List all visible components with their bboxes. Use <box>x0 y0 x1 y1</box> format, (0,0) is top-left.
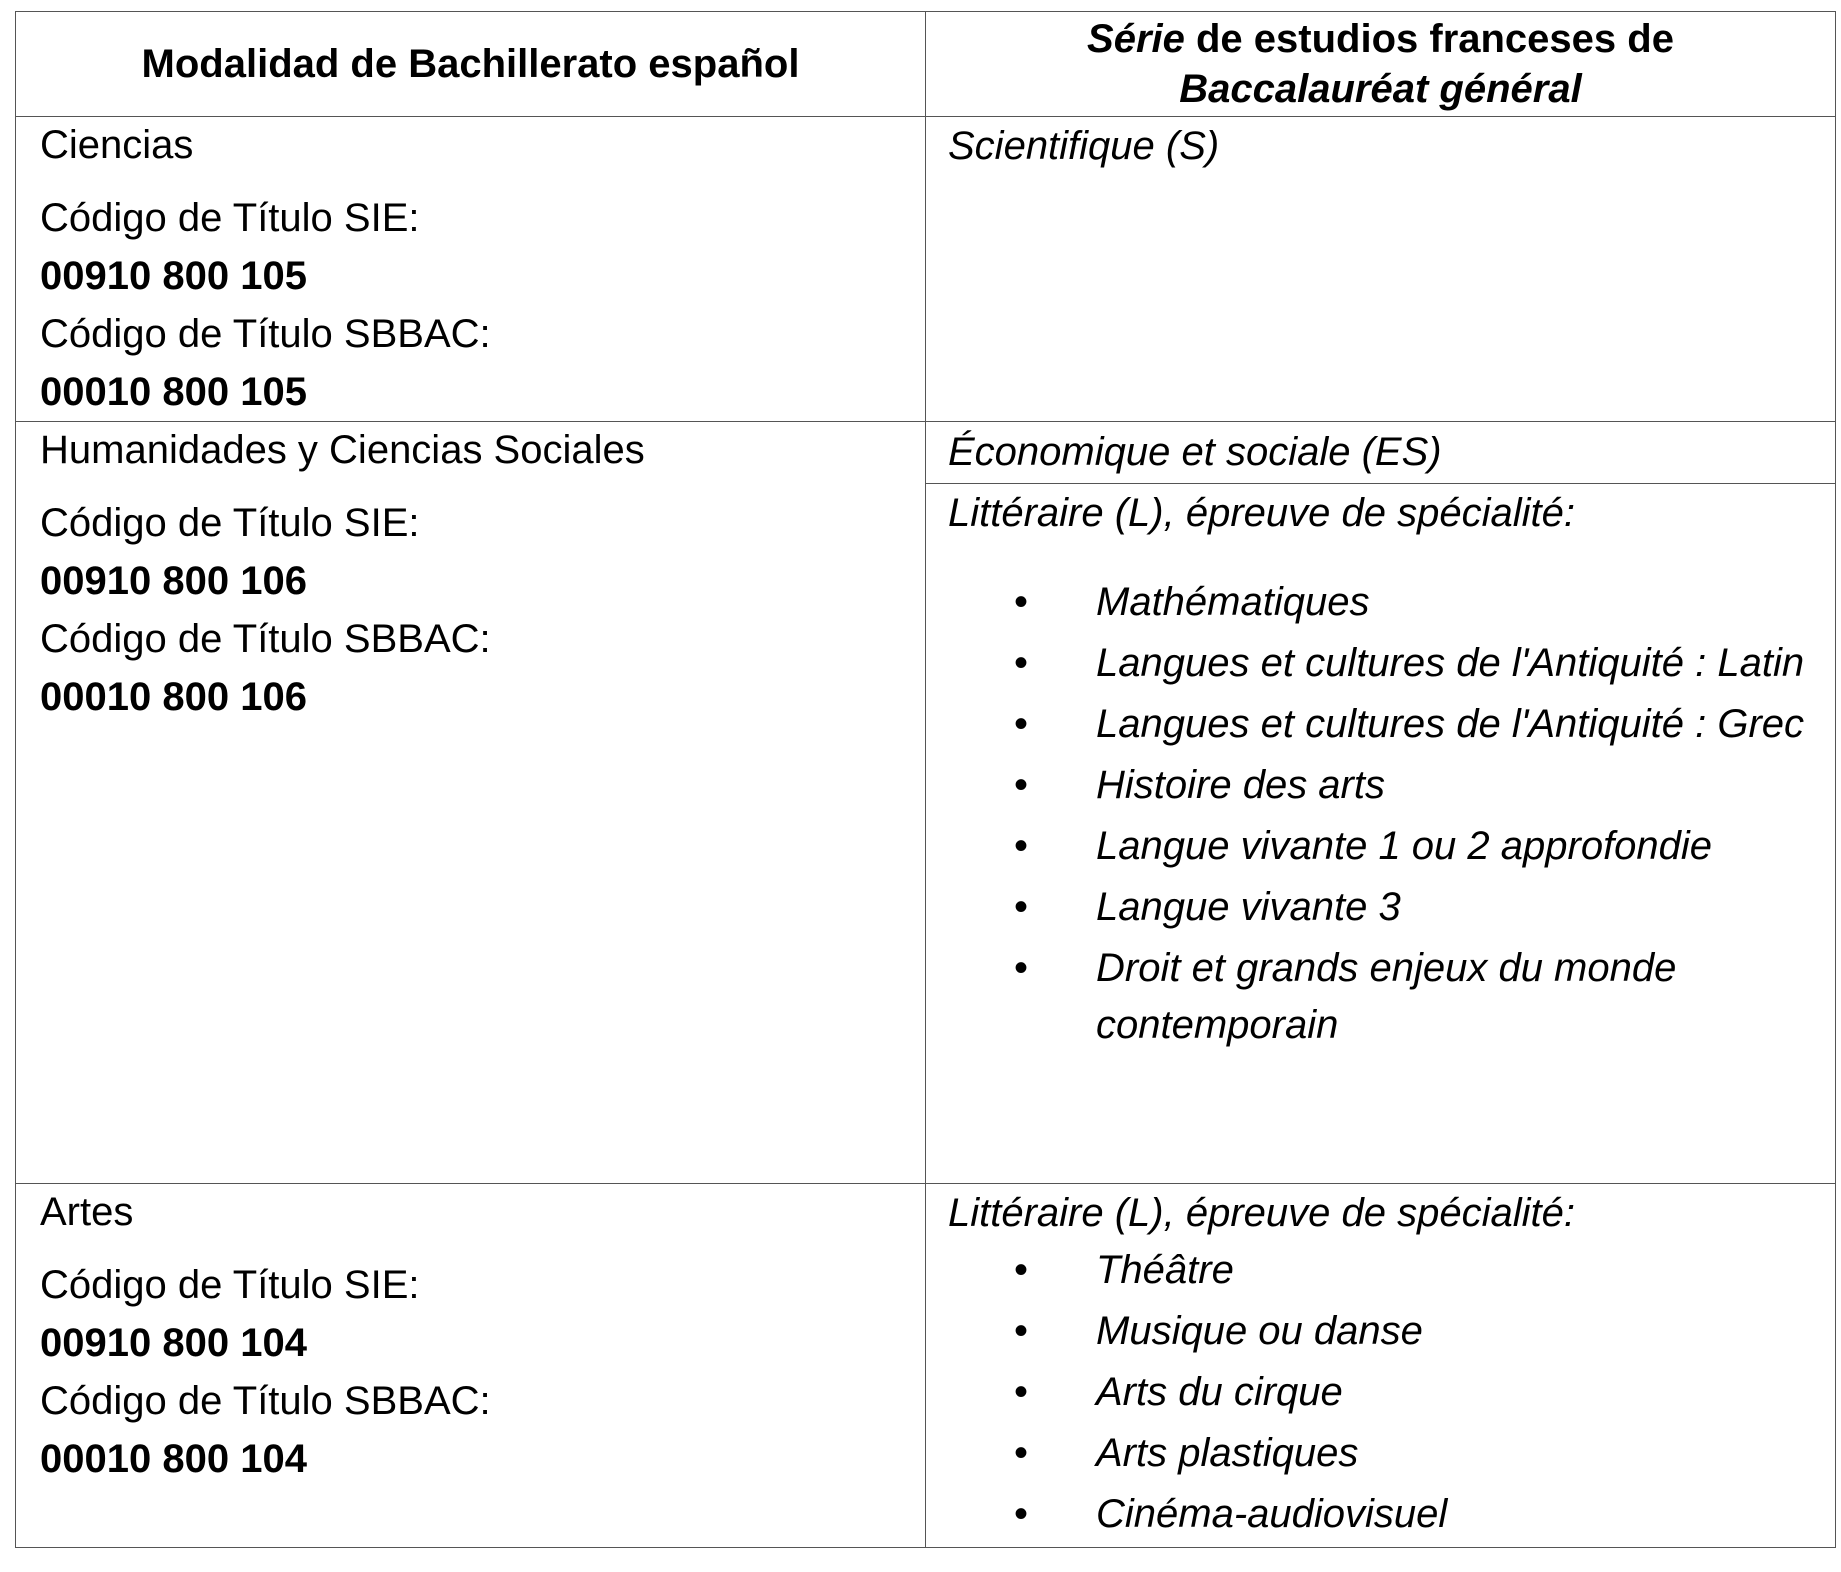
list-item: • Droit et grands enjeux du monde contemporain <box>1096 940 1815 1054</box>
header-right <box>926 12 1836 117</box>
bullet-icon: • <box>1014 1492 1029 1536</box>
document-page <box>15 11 1835 1548</box>
sbbac-label: Código de Título SBBAC: <box>40 617 491 661</box>
header-right-text: de estudios franceses de <box>1184 17 1674 61</box>
bullet-icon: • <box>1014 763 1029 807</box>
header-row <box>16 12 1836 117</box>
list-item: • Langue vivante 1 ou 2 approfondie <box>1096 818 1815 875</box>
modality-cell <box>16 422 926 1184</box>
bullet-icon: • <box>1014 1431 1029 1475</box>
bullet-icon: • <box>1014 824 1029 868</box>
list-item: • Langues et cultures de l'Antiquité : Latin <box>1096 635 1815 692</box>
sie-label: Código de Título SIE: <box>40 1263 420 1307</box>
series-cell <box>926 1184 1836 1548</box>
list-item: • Musique ou danse <box>1096 1303 1815 1360</box>
series-cell <box>926 484 1836 1184</box>
modality-name: Artes <box>40 1190 134 1234</box>
bullet-icon: • <box>1014 1309 1029 1353</box>
series-name: Économique et sociale (ES) <box>948 430 1442 474</box>
specialty-list <box>948 1242 1815 1543</box>
sie-label: Código de Título SIE: <box>40 501 420 545</box>
series-cell <box>926 422 1836 484</box>
sie-code: 00910 800 104 <box>40 1321 307 1365</box>
list-item: • Arts du cirque <box>1096 1364 1815 1421</box>
modality-name: Ciencias <box>40 123 194 167</box>
list-item: • Langues et cultures de l'Antiquité : Grec <box>1096 696 1815 753</box>
bullet-icon: • <box>1014 946 1029 990</box>
modality-cell <box>16 117 926 422</box>
equivalence-table <box>15 11 1836 1548</box>
header-left: Modalidad de Bachillerato español <box>16 12 926 117</box>
bullet-icon: • <box>1014 702 1029 746</box>
modality-name: Humanidades y Ciencias Sociales <box>40 428 645 472</box>
list-item: • Langue vivante 3 <box>1096 879 1815 936</box>
list-item: • Histoire des arts <box>1096 757 1815 814</box>
bullet-icon: • <box>1014 1248 1029 1292</box>
sbbac-label: Código de Título SBBAC: <box>40 312 491 356</box>
series-name: Scientifique (S) <box>948 124 1220 168</box>
sbbac-code: 00010 800 106 <box>40 675 307 719</box>
series-name: Littéraire (L), épreuve de spécialité: <box>948 1191 1575 1235</box>
table-row-humanidades-a <box>16 422 1836 484</box>
list-item: • Arts plastiques <box>1096 1425 1815 1482</box>
series-cell <box>926 117 1836 422</box>
sbbac-code: 00010 800 104 <box>40 1437 307 1481</box>
sbbac-code: 00010 800 105 <box>40 370 307 414</box>
bullet-icon: • <box>1014 580 1029 624</box>
sie-code: 00910 800 105 <box>40 254 307 298</box>
sie-label: Código de Título SIE: <box>40 196 420 240</box>
bullet-icon: • <box>1014 641 1029 685</box>
sbbac-label: Código de Título SBBAC: <box>40 1379 491 1423</box>
series-name: Littéraire (L), épreuve de spécialité: <box>948 491 1575 535</box>
header-right-bac: Baccalauréat général <box>1179 67 1582 111</box>
bullet-icon: • <box>1014 885 1029 929</box>
table-row-ciencias <box>16 117 1836 422</box>
sie-code: 00910 800 106 <box>40 559 307 603</box>
bullet-icon: • <box>1014 1370 1029 1414</box>
specialty-list <box>948 574 1815 1054</box>
modality-cell <box>16 1184 926 1548</box>
list-item: • Mathématiques <box>1096 574 1815 631</box>
table-row-artes <box>16 1184 1836 1548</box>
header-right-serie: Série <box>1087 17 1185 61</box>
list-item: • Cinéma-audiovisuel <box>1096 1486 1815 1543</box>
list-item: • Théâtre <box>1096 1242 1815 1299</box>
